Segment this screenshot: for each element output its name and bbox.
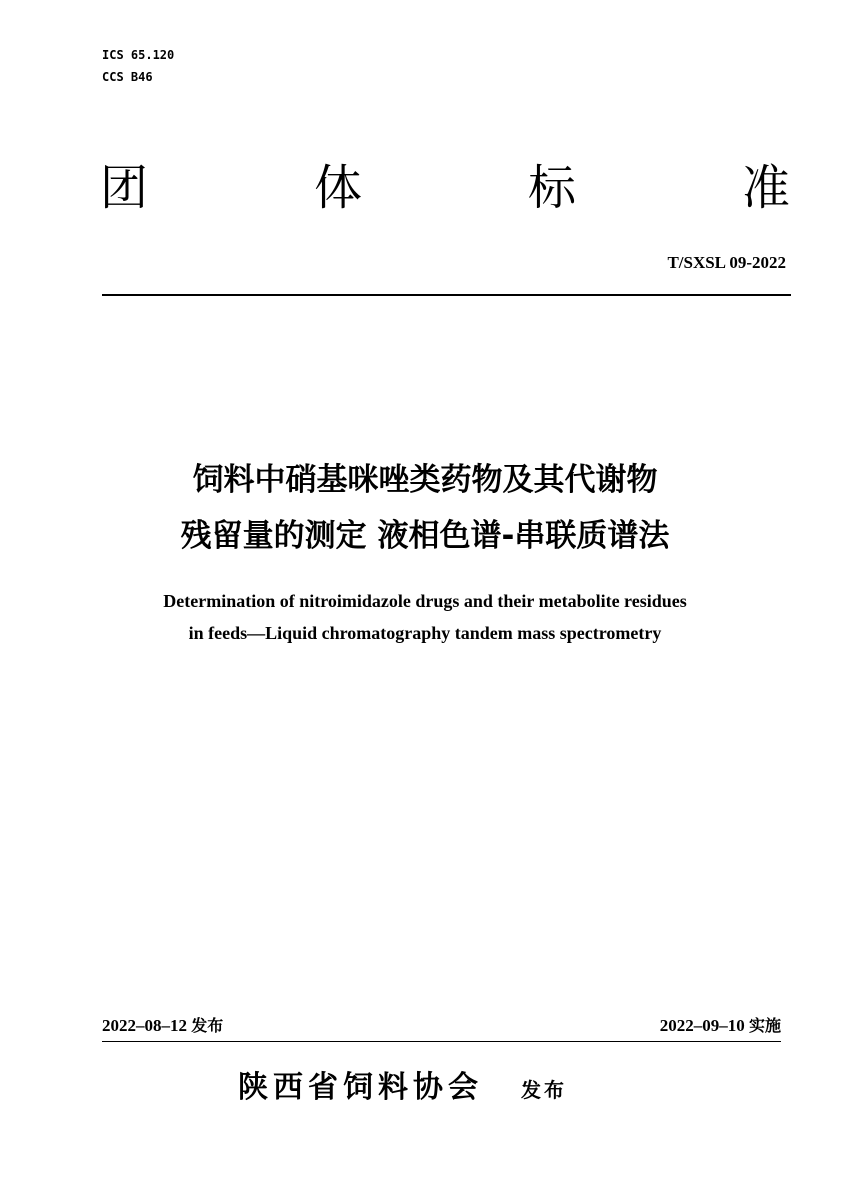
implement-date: 2022–09–10 xyxy=(659,1016,745,1035)
classification-codes xyxy=(102,44,174,88)
doc-type-char: 准 xyxy=(741,160,790,216)
document-type-heading xyxy=(100,152,790,224)
publisher-organization: 陕西省饲料协会 xyxy=(238,1070,483,1105)
publisher-action: 发布 xyxy=(521,1078,567,1102)
standard-number: T/SXSL 09-2022 xyxy=(667,253,786,272)
publisher-line xyxy=(238,1062,567,1106)
issue-date: 2022–08–12 xyxy=(102,1016,187,1035)
bottom-divider xyxy=(102,1041,781,1042)
ccs-code: CCS B46 xyxy=(102,70,153,84)
doc-type-char: 标 xyxy=(527,160,576,216)
implement-date-block xyxy=(660,1014,781,1038)
english-title-line-1: Determination of nitroimidazole drugs and their metabolite residues xyxy=(163,591,687,611)
issue-label: 发布 xyxy=(191,1016,224,1035)
ics-code: ICS 65.120 xyxy=(102,48,175,62)
chinese-title-line-2: 残留量的测定 液相色谱-串联质谱法 xyxy=(180,518,670,554)
implement-label: 实施 xyxy=(748,1016,781,1035)
chinese-title-line-1: 饲料中硝基咪唑类药物及其代谢物 xyxy=(192,462,658,498)
chinese-title xyxy=(0,452,850,564)
english-title xyxy=(0,585,850,649)
issue-date-block xyxy=(102,1014,223,1038)
date-line xyxy=(102,1014,781,1038)
doc-type-char: 体 xyxy=(313,160,362,216)
top-divider xyxy=(102,294,791,296)
english-title-line-2: in feeds—Liquid chromatography tandem mass spectrometry xyxy=(188,623,662,643)
doc-type-char: 团 xyxy=(100,160,149,216)
